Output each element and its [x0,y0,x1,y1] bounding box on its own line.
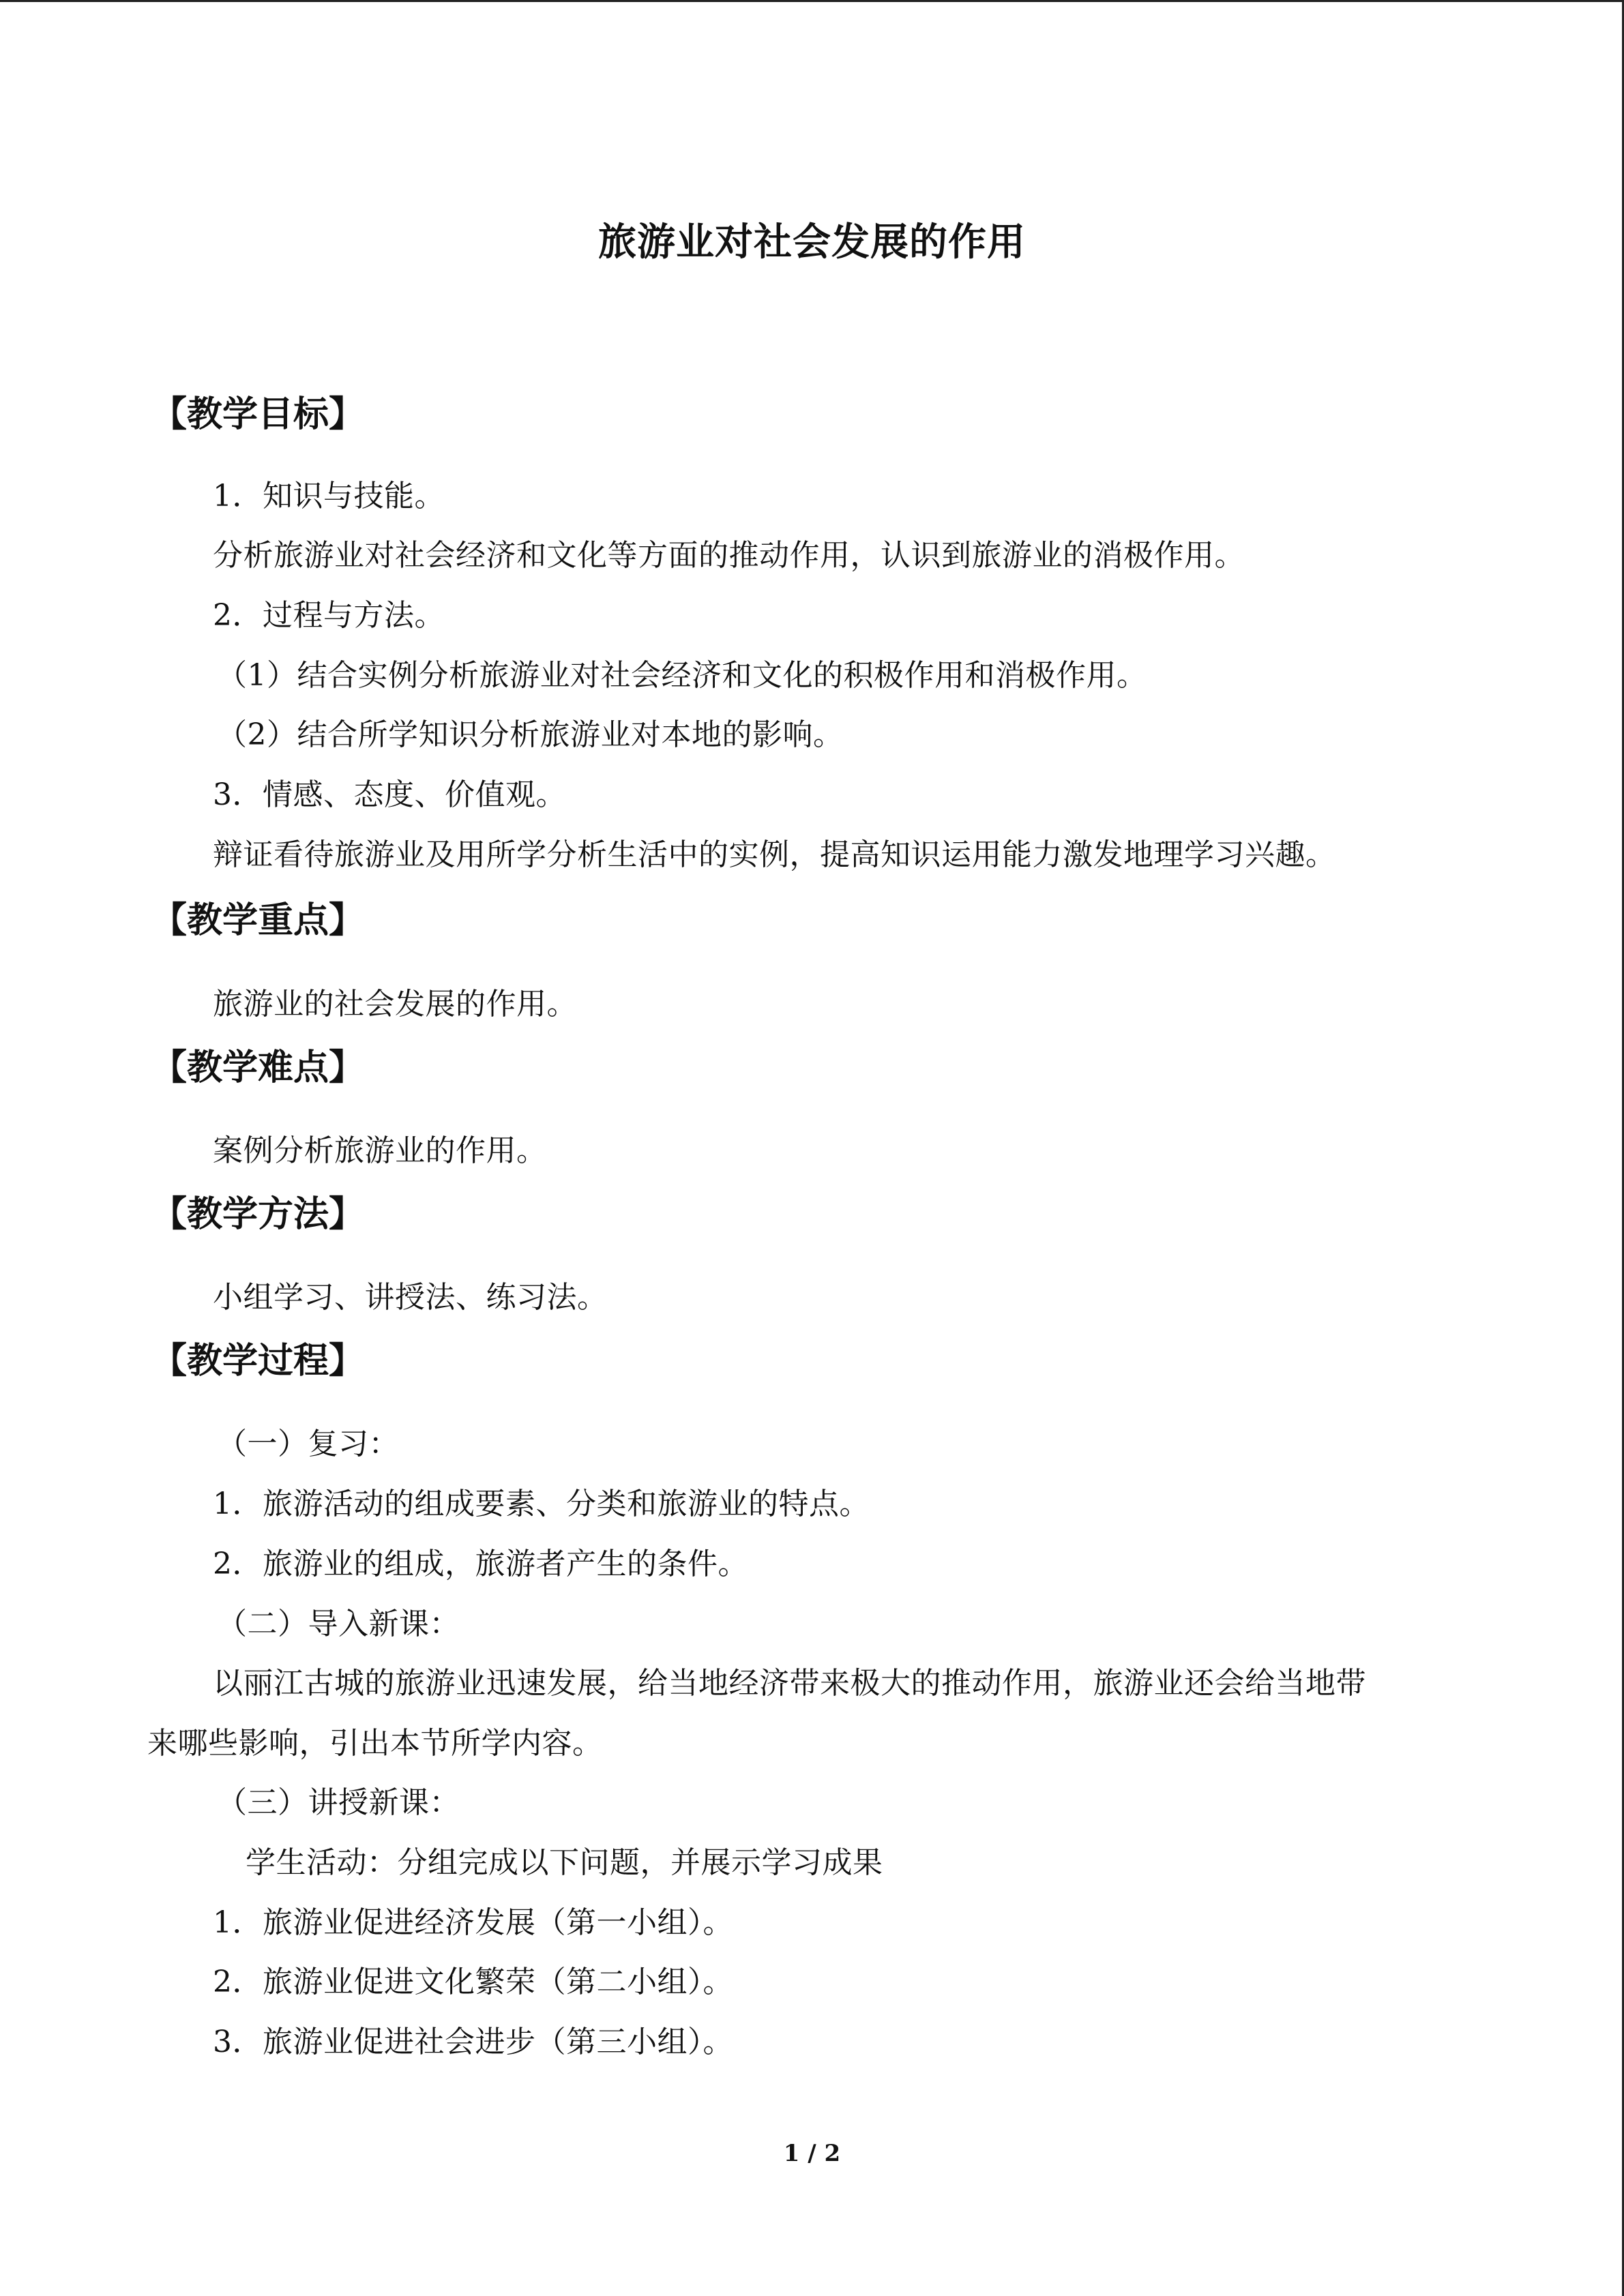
process-line-5: 以丽江古城的旅游业迅速发展，给当地经济带来极大的推动作用，旅游业还会给当地带 [213,1666,1366,1701]
process-line-6: 来哪些影响，引出本节所学内容。 [147,1726,603,1761]
section-heading-process: 【教学过程】 [151,1340,365,1382]
key-point-line-1: 旅游业的社会发展的作用。 [213,987,577,1022]
page-number: 1 / 2 [783,2140,841,2167]
process-line-10: 2．旅游业促进文化繁荣（第二小组）。 [213,1965,733,1999]
process-line-11: 3．旅游业促进社会进步（第三小组）。 [213,2025,733,2059]
section-heading-methods: 【教学方法】 [151,1193,365,1235]
section-heading-difficulties: 【教学难点】 [151,1047,365,1088]
goal-line-6: 3．情感、态度、价值观。 [213,777,566,812]
goal-line-3: 2．过程与方法。 [213,598,445,633]
goal-line-4: （1）结合实例分析旅游业对社会经济和文化的积极作用和消极作用。 [217,658,1147,693]
difficulty-line-1: 案例分析旅游业的作用。 [213,1133,547,1168]
goal-line-2: 分析旅游业对社会经济和文化等方面的推动作用，认识到旅游业的消极作用。 [213,538,1245,573]
process-line-7: （三）讲授新课： [217,1785,460,1820]
process-line-9: 1．旅游业促进经济发展（第一小组）。 [213,1905,733,1940]
goal-line-7: 辩证看待旅游业及用所学分析生活中的实例，提高知识运用能力激发地理学习兴趣。 [213,837,1336,872]
document-title: 旅游业对社会发展的作用 [598,220,1026,265]
goal-line-5: （2）结合所学知识分析旅游业对本地的影响。 [217,717,844,752]
process-line-4: （二）导入新课： [217,1607,460,1641]
goal-line-1: 1．知识与技能。 [213,479,445,513]
process-line-8: 学生活动：分组完成以下问题，并展示学习成果 [246,1845,883,1880]
process-line-2: 1．旅游活动的组成要素、分类和旅游业的特点。 [213,1487,870,1521]
section-heading-goals: 【教学目标】 [151,393,365,435]
section-heading-key-points: 【教学重点】 [151,899,365,941]
process-line-3: 2．旅游业的组成，旅游者产生的条件。 [213,1547,748,1581]
process-line-1: （一）复习： [217,1427,399,1461]
method-line-1: 小组学习、讲授法、练习法。 [213,1280,608,1315]
